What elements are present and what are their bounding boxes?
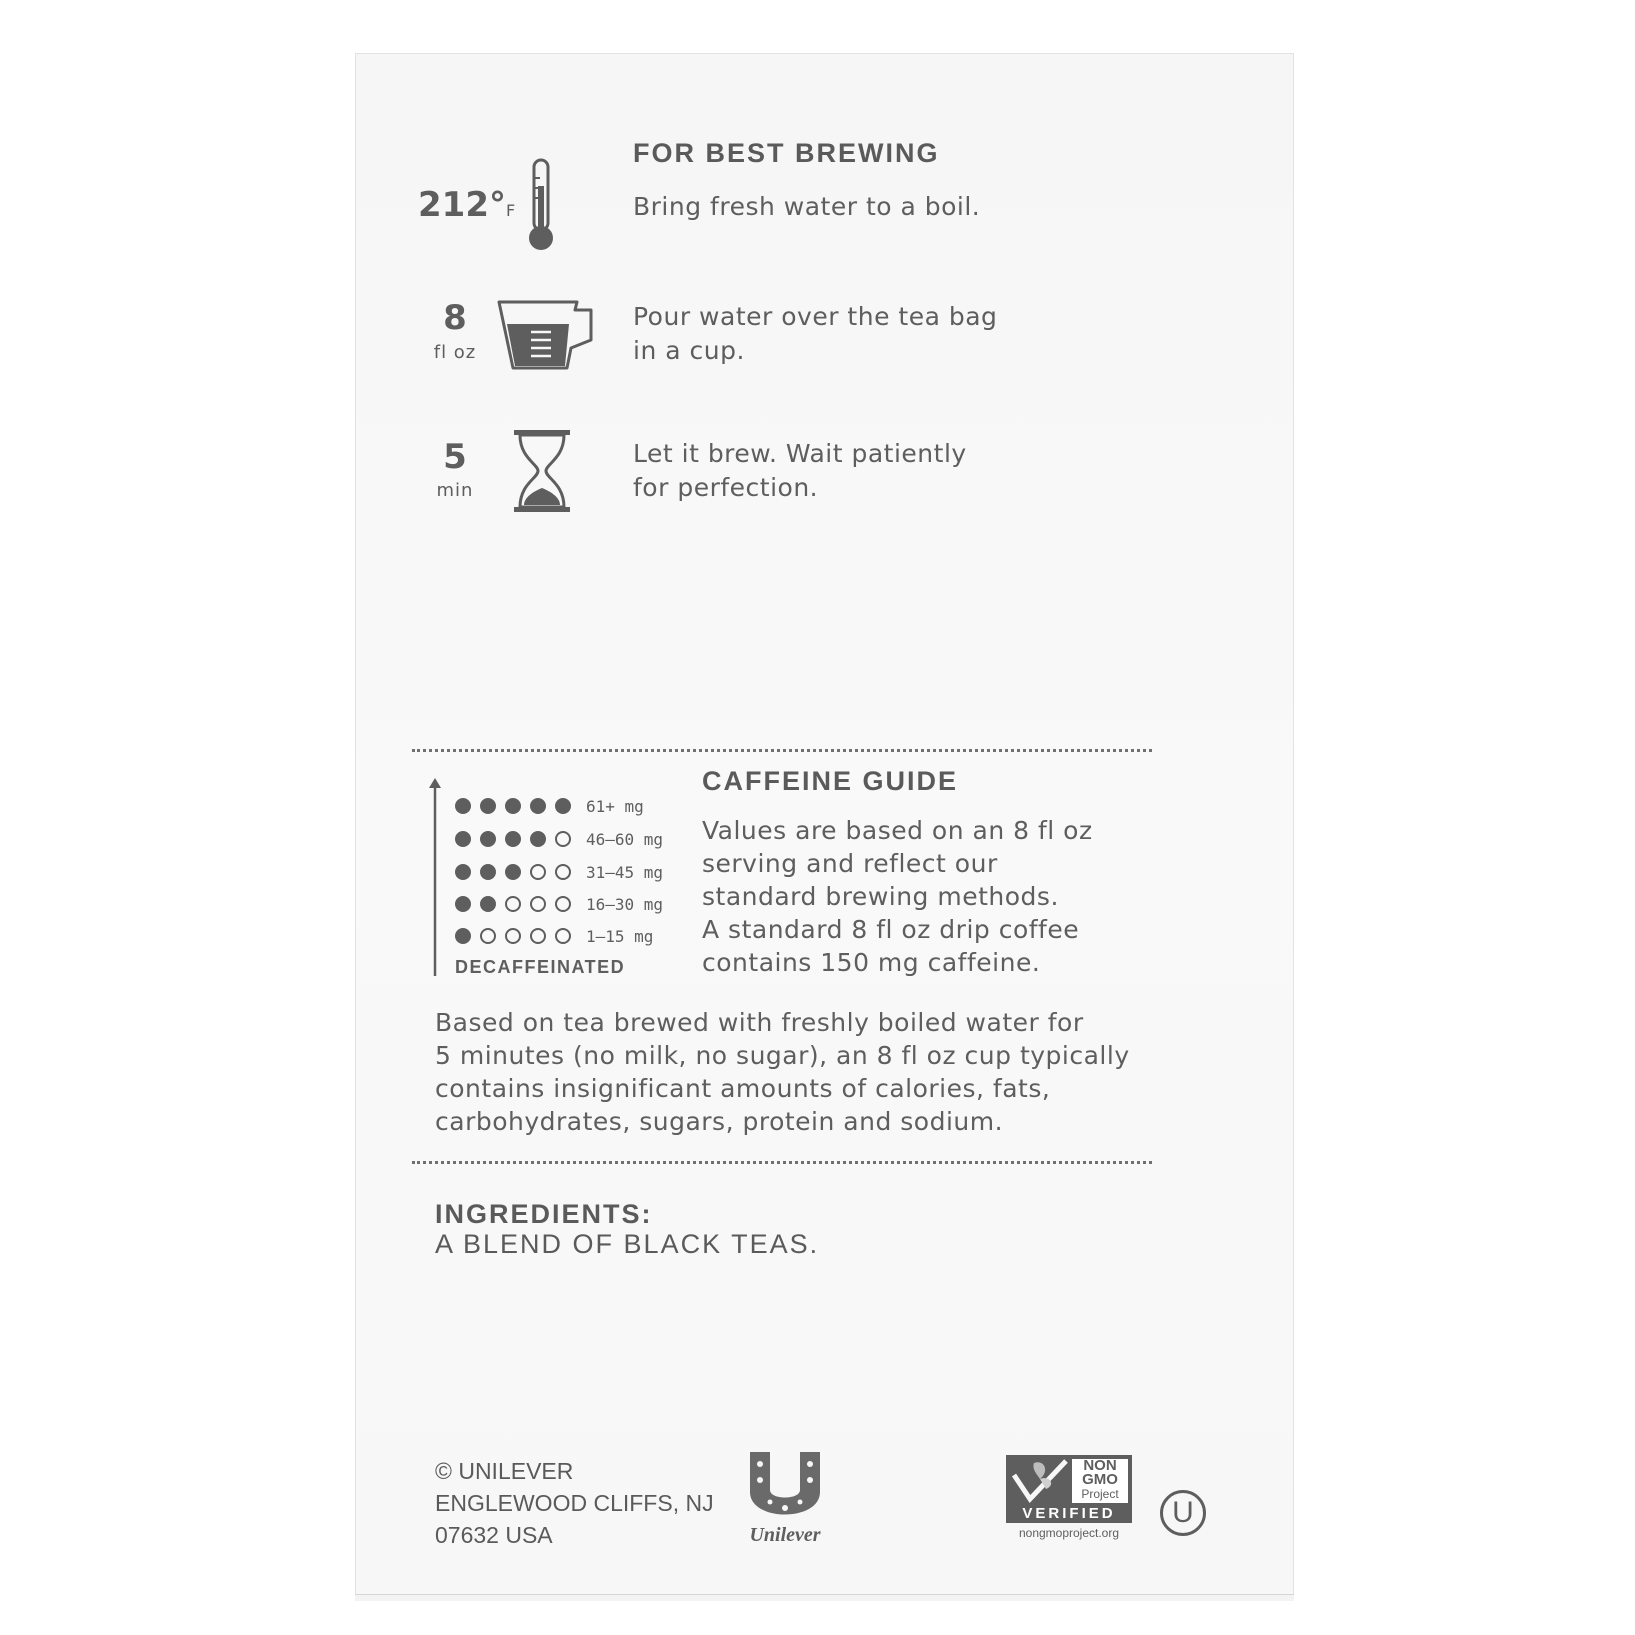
address-line: 07632 USA [435, 1522, 553, 1548]
non-gmo-badge [1006, 1455, 1132, 1523]
kosher-symbol: U [1160, 1490, 1206, 1536]
non-gmo-line2: GMO [1082, 1471, 1118, 1488]
caffeine-level-1 [455, 925, 653, 947]
non-gmo-verified: VERIFIED [1022, 1505, 1116, 1522]
caffeine-description-line: standard brewing methods. [702, 882, 1059, 911]
brewing-heading: FOR BEST BREWING [633, 138, 940, 168]
caffeine-level-label: 31–45 mg [586, 862, 664, 882]
non-gmo-text [1072, 1459, 1128, 1503]
address-line: ENGLEWOOD CLIFFS, NJ [435, 1490, 714, 1516]
dotted-divider-bottom [412, 1161, 1152, 1164]
hourglass-icon [512, 428, 572, 518]
caffeine-dot-empty [555, 928, 571, 944]
caffeine-dot-filled [530, 798, 546, 814]
nutrition-note-line: Based on tea brewed with freshly boiled water for [435, 1008, 1084, 1037]
panel-bottom-edge [355, 1594, 1294, 1601]
volume-number: 8 [443, 298, 467, 338]
unilever-u-icon [740, 1450, 830, 1520]
caffeine-dot-filled [480, 864, 496, 880]
brewing-step-1-text [633, 190, 980, 224]
nutrition-note-line: 5 minutes (no milk, no sugar), an 8 fl oz cup typically [435, 1041, 1130, 1070]
caffeine-level-label: 16–30 mg [586, 894, 664, 914]
caffeine-level-label: 46–60 mg [586, 829, 664, 849]
caffeine-description-line: Values are based on an 8 fl oz [702, 816, 1093, 845]
caffeine-dot-filled [505, 831, 521, 847]
decaffeinated-label: DECAFFEINATED [455, 957, 626, 977]
caffeine-dot-filled [530, 831, 546, 847]
manufacturer-address [435, 1455, 714, 1551]
caffeine-dot-empty [530, 864, 546, 880]
temperature-number: 212° [418, 185, 506, 225]
unilever-logo [740, 1450, 830, 1546]
brewing-step-3-line-2: for perfection. [633, 473, 819, 502]
nutrition-note-line: carbohydrates, sugars, protein and sodium. [435, 1107, 1004, 1136]
temperature-unit: F [505, 201, 517, 220]
caffeine-level-4 [455, 828, 663, 850]
ingredients-block [435, 1199, 819, 1259]
caffeine-dot-filled [455, 798, 471, 814]
ingredients-label: INGREDIENTS: [435, 1199, 653, 1229]
caffeine-dot-filled [480, 896, 496, 912]
non-gmo-url: nongmoproject.org [1018, 1526, 1120, 1540]
non-gmo-line3: Project [1081, 1487, 1119, 1501]
volume-unit: fl oz [433, 342, 477, 363]
caffeine-dot-filled [455, 831, 471, 847]
dotted-divider-top [412, 749, 1152, 752]
nutrition-note-line: contains insignificant amounts of calories, fats, [435, 1074, 1051, 1103]
caffeine-dot-empty [555, 864, 571, 880]
caffeine-level-5 [455, 795, 644, 817]
thermometer-icon [523, 158, 559, 258]
brewing-step-2-line-2: in a cup. [633, 336, 745, 365]
caffeine-description [702, 814, 1093, 979]
time-number: 5 [443, 437, 467, 477]
address-line: © UNILEVER [435, 1458, 574, 1484]
brewing-step-3-text [633, 437, 967, 505]
brewing-step-3-line-1: Let it brew. Wait patiently [633, 439, 967, 468]
measuring-cup-icon [495, 296, 597, 376]
caffeine-dot-filled [455, 896, 471, 912]
brewing-step-2-line-1: Pour water over the tea bag [633, 302, 998, 331]
brewing-step-1-line-1: Bring fresh water to a boil. [633, 192, 981, 221]
caffeine-description-line: serving and reflect our [702, 849, 998, 878]
caffeine-dot-empty [505, 928, 521, 944]
temperature-value [418, 185, 517, 225]
caffeine-dot-empty [505, 896, 521, 912]
caffeine-heading: CAFFEINE GUIDE [702, 766, 959, 796]
caffeine-level-2 [455, 893, 663, 915]
brewing-step-2-text [633, 300, 997, 368]
caffeine-dot-filled [555, 798, 571, 814]
caffeine-dot-filled [480, 831, 496, 847]
ingredients-text: A BLEND OF BLACK TEAS. [435, 1229, 820, 1259]
nutrition-note [435, 1006, 1130, 1138]
caffeine-dot-empty [480, 928, 496, 944]
caffeine-level-3 [455, 861, 663, 883]
non-gmo-line1: NON [1083, 1457, 1117, 1474]
unilever-wordmark: Unilever [749, 1524, 821, 1546]
caffeine-arrow [427, 776, 443, 982]
caffeine-dot-empty [530, 896, 546, 912]
caffeine-dot-filled [505, 798, 521, 814]
butterfly-icon [1010, 1459, 1070, 1503]
caffeine-dot-empty [555, 896, 571, 912]
caffeine-level-label: 1–15 mg [586, 926, 654, 946]
caffeine-description-line: contains 150 mg caffeine. [702, 948, 1041, 977]
caffeine-dot-filled [480, 798, 496, 814]
caffeine-dot-filled [455, 864, 471, 880]
caffeine-description-line: A standard 8 fl oz drip coffee [702, 915, 1080, 944]
caffeine-dot-empty [555, 831, 571, 847]
caffeine-level-label: 61+ mg [586, 796, 644, 816]
time-unit: min [436, 480, 474, 501]
caffeine-dot-filled [455, 928, 471, 944]
caffeine-dot-empty [530, 928, 546, 944]
caffeine-dot-filled [505, 864, 521, 880]
